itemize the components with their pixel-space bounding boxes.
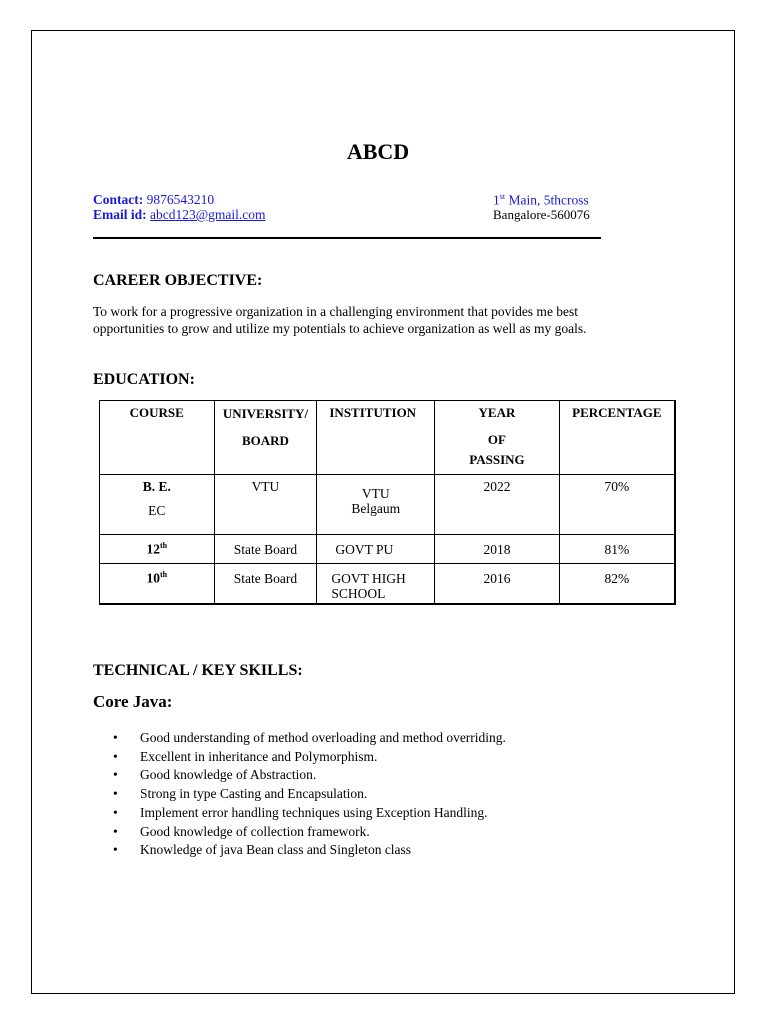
skills-list bbox=[113, 729, 506, 860]
career-objective-line-2: opportunities to grow and utilize my potentials to achieve organization as well as my goals. bbox=[93, 321, 587, 336]
list-item: • Good knowledge of collection framework. bbox=[113, 823, 506, 842]
list-item: • Knowledge of java Bean class and Singleton class bbox=[113, 841, 506, 860]
table-row bbox=[100, 535, 676, 564]
bullet-icon: • bbox=[113, 767, 118, 783]
header-percentage: PERCENTAGE bbox=[559, 401, 675, 475]
core-java-subheading: Core Java: bbox=[93, 692, 173, 711]
email-line bbox=[93, 207, 266, 223]
list-item: • Implement error handling techniques using Exception Handling. bbox=[113, 804, 506, 823]
bullet-icon: • bbox=[113, 842, 118, 858]
address-street-number: 1 bbox=[493, 192, 500, 208]
row-be-course: B. E. EC bbox=[100, 475, 215, 535]
row-12-year: 2018 bbox=[435, 535, 559, 564]
contact-label: Contact: bbox=[93, 192, 144, 207]
row-10-institution: GOVT HIGH SCHOOL bbox=[317, 564, 435, 604]
education-table bbox=[99, 400, 676, 605]
contact-phone: 9876543210 bbox=[146, 192, 215, 207]
contact-line bbox=[93, 192, 214, 208]
table-row bbox=[100, 564, 676, 604]
table-row bbox=[100, 475, 676, 535]
header-university: UNIVERSITY/ BOARD bbox=[214, 401, 317, 475]
skills-heading: TECHNICAL / KEY SKILLS: bbox=[93, 662, 303, 679]
address-street-sup: st bbox=[499, 192, 506, 201]
row-be-institution: VTU Belgaum bbox=[317, 475, 435, 535]
career-objective-heading: CAREER OBJECTIVE: bbox=[93, 272, 263, 289]
bullet-icon: • bbox=[113, 786, 118, 802]
list-item: • Excellent in inheritance and Polymorphism. bbox=[113, 748, 506, 767]
header-divider bbox=[93, 237, 601, 239]
row-12-board: State Board bbox=[214, 535, 317, 564]
row-10-year: 2016 bbox=[435, 564, 559, 604]
row-10-course: 10th bbox=[100, 564, 215, 604]
bullet-icon: • bbox=[113, 823, 118, 839]
header-institution: INSTITUTION bbox=[317, 401, 435, 475]
education-header-row bbox=[100, 401, 676, 475]
row-12-institution: GOVT PU bbox=[317, 535, 435, 564]
header-year: YEAR OF PASSING bbox=[435, 401, 559, 475]
bullet-icon: • bbox=[113, 804, 118, 820]
list-item: • Good understanding of method overloading and method overriding. bbox=[113, 729, 506, 748]
row-12-course: 12th bbox=[100, 535, 215, 564]
address-street-rest: Main, 5thcross bbox=[505, 192, 589, 208]
address-line-2: Bangalore-560076 bbox=[493, 207, 590, 222]
row-be-percentage: 70% bbox=[559, 475, 675, 535]
row-10-percentage: 82% bbox=[559, 564, 675, 604]
header-course: COURSE bbox=[100, 401, 215, 475]
list-item: • Good knowledge of Abstraction. bbox=[113, 766, 506, 785]
resume-name: ABCD bbox=[346, 139, 410, 164]
row-12-percentage: 81% bbox=[559, 535, 675, 564]
email-link[interactable]: abcd123@gmail.com bbox=[150, 207, 266, 222]
career-objective-line-1: To work for a progressive organization in a challenging environment that povides me best bbox=[93, 304, 579, 319]
list-item: • Strong in type Casting and Encapsulation. bbox=[113, 785, 506, 804]
row-be-year: 2022 bbox=[435, 475, 559, 535]
education-heading: EDUCATION: bbox=[93, 371, 195, 388]
row-10-board: State Board bbox=[214, 564, 317, 604]
email-label: Email id: bbox=[93, 207, 147, 222]
bullet-icon: • bbox=[113, 748, 118, 764]
row-be-board: VTU bbox=[214, 475, 317, 535]
bullet-icon: • bbox=[113, 730, 118, 745]
